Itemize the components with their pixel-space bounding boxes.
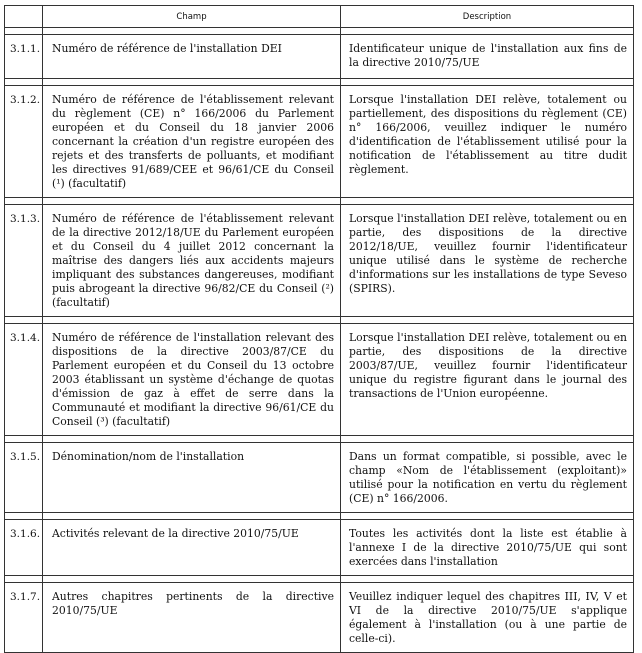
description-cell: Lorsque l'installation DEI relève, totalement ou en partie, des dispositions de la directive 2003/87/UE, veuillez fournir l'identificateur unique du registre figurant dans le journal des transactions de l'Union européenne. xyxy=(349,331,627,400)
table-row xyxy=(5,35,634,79)
header-number xyxy=(5,6,43,28)
header-champ: Champ xyxy=(43,6,341,28)
description-cell: Lorsque l'installation DEI relève, totalement ou en partie, des dispositions de la directive 2012/18/UE, veuillez fournir l'identificateur unique utilisé dans le système de recherche d'informations sur les installations de type Seveso (SPIRS). xyxy=(349,212,627,295)
table-row xyxy=(5,520,634,576)
row-number: 3.1.3. xyxy=(10,213,41,225)
description-cell: Identificateur unique de l'installation aux fins de la directive 2010/75/UE xyxy=(349,42,627,69)
table-row xyxy=(5,86,634,198)
description-cell: Dans un format compatible, si possible, avec le champ «Nom de l'établissement (exploitant)» utilisé pour la notification en vertu du règlement (CE) n° 166/2006. xyxy=(349,450,627,505)
description-cell: Veuillez indiquer lequel des chapitres III, IV, V et VI de la directive 2010/75/UE s'applique également à l'installation (ou à une partie de celle-ci). xyxy=(349,590,627,645)
row-number: 3.1.4. xyxy=(10,332,41,344)
row-number: 3.1.1. xyxy=(10,43,41,55)
table-row xyxy=(5,583,634,653)
table-row xyxy=(5,443,634,513)
field-cell: Numéro de référence de l'établissement relevant de la directive 2012/18/UE du Parlement européen et du Conseil du 4 juillet 2012 concernant la maîtrise des dangers liés aux accidents majeurs impliquant des substances dangereuses, modifiant puis abrogeant la directive 96/82/CE du Conseil (²) (facultatif) xyxy=(52,212,334,309)
table-row xyxy=(5,205,634,317)
field-cell: Numéro de référence de l'installation relevant des dispositions de la directive 2003/87/CE du Parlement européen et du Conseil du 13 octobre 2003 établissant un système d'échange de quotas d'émission de gaz à effet de serre dans la Communauté et modifiant la directive 96/61/CE du Conseil (³) (facultatif) xyxy=(52,331,334,428)
field-cell: Autres chapitres pertinents de la directive 2010/75/UE xyxy=(52,590,334,617)
field-cell: Dénomination/nom de l'installation xyxy=(52,450,245,463)
description-cell: Toutes les activités dont la liste est établie à l'annexe I de la directive 2010/75/UE qui sont exercées dans l'installation xyxy=(349,527,627,568)
table-row xyxy=(5,324,634,436)
annex-table xyxy=(4,5,634,653)
field-cell: Numéro de référence de l'installation DEI xyxy=(52,42,282,55)
row-number: 3.1.7. xyxy=(10,591,41,603)
header-description: Description xyxy=(341,6,634,28)
row-number: 3.1.2. xyxy=(10,94,41,106)
field-cell: Numéro de référence de l'établissement relevant du règlement (CE) n° 166/2006 du Parlement européen et du Conseil du 18 janvier 2006 concernant la création d'un registre européen des rejets et des transferts de polluants, et modifiant les directives 91/689/CEE et 96/61/CE du Conseil (¹) (facultatif) xyxy=(52,93,334,190)
field-cell: Activités relevant de la directive 2010/75/UE xyxy=(52,527,299,540)
row-number: 3.1.6. xyxy=(10,528,41,540)
description-cell: Lorsque l'installation DEI relève, totalement ou partiellement, des dispositions du règlement (CE) n° 166/2006, veuillez indiquer le numéro d'identification de l'établissement utilisé pour la notification de l'établissement au titre dudit règlement. xyxy=(349,93,627,176)
header-row xyxy=(5,6,634,28)
row-number: 3.1.5. xyxy=(10,451,41,463)
